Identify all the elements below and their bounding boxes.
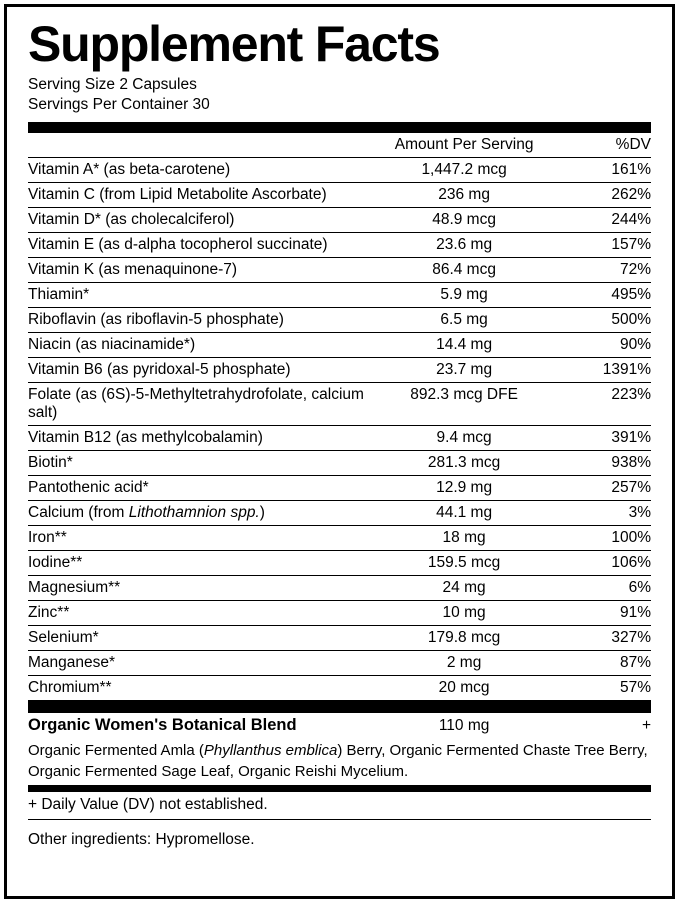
nutrient-name: Vitamin A* (as beta-carotene) xyxy=(28,158,377,183)
nutrient-amount: 6.5 mg xyxy=(377,308,551,333)
nutrient-amount: 44.1 mg xyxy=(377,501,551,526)
page-title: Supplement Facts xyxy=(28,16,440,72)
divider-thick-footnote xyxy=(28,785,651,792)
table-row xyxy=(28,676,651,701)
nutrient-dv: 57% xyxy=(551,676,651,701)
nutrient-dv: 161% xyxy=(551,158,651,183)
nutrient-name: Vitamin E (as d-alpha tocopherol succinate) xyxy=(28,233,377,258)
blend-dv: + xyxy=(641,717,651,735)
nutrient-name-text: Calcium (from xyxy=(28,504,129,522)
nutrient-amount: 179.8 mcg xyxy=(377,626,551,651)
nutrient-name: Magnesium** xyxy=(28,576,377,601)
nutrient-dv: 100% xyxy=(551,526,651,551)
table-row xyxy=(28,651,651,676)
table-row xyxy=(28,358,651,383)
blend-row xyxy=(28,713,651,738)
nutrient-dv: 72% xyxy=(551,258,651,283)
nutrient-dv: 500% xyxy=(551,308,651,333)
table-row xyxy=(28,551,651,576)
blend-amount: 110 mg xyxy=(438,717,490,735)
table-row xyxy=(28,451,651,476)
nutrient-name: Vitamin D* (as cholecalciferol) xyxy=(28,208,377,233)
nutrient-amount: 18 mg xyxy=(377,526,551,551)
table-row xyxy=(28,258,651,283)
nutrient-dv: 262% xyxy=(551,183,651,208)
nutrient-dv: 91% xyxy=(551,601,651,626)
nutrient-amount: 236 mg xyxy=(377,183,551,208)
nutrient-name xyxy=(28,501,377,526)
nutrient-name: Niacin (as niacinamide*) xyxy=(28,333,377,358)
panel-inner xyxy=(16,10,663,849)
divider-thick-blend xyxy=(28,700,651,713)
nutrient-dv: 244% xyxy=(551,208,651,233)
table-row xyxy=(28,183,651,208)
table-row xyxy=(28,626,651,651)
blend-description-row xyxy=(28,738,651,784)
nutrient-amount: 24 mg xyxy=(377,576,551,601)
table-row xyxy=(28,333,651,358)
nutrient-dv: 327% xyxy=(551,626,651,651)
nutrient-amount: 20 mcg xyxy=(377,676,551,701)
nutrient-name: Biotin* xyxy=(28,451,377,476)
nutrient-name: Vitamin B6 (as pyridoxal-5 phosphate) xyxy=(28,358,377,383)
nutrient-amount: 14.4 mg xyxy=(377,333,551,358)
nutrient-amount: 281.3 mcg xyxy=(377,451,551,476)
nutrition-table xyxy=(28,133,651,784)
nutrient-name-italic: Lithothamnion spp. xyxy=(128,504,260,522)
table-row xyxy=(28,208,651,233)
nutrient-dv: 157% xyxy=(551,233,651,258)
table-row xyxy=(28,576,651,601)
nutrient-name: Chromium** xyxy=(28,676,377,701)
nutrient-dv: 495% xyxy=(551,283,651,308)
nutrient-name: Vitamin C (from Lipid Metabolite Ascorbate) xyxy=(28,183,377,208)
blend-description xyxy=(28,738,651,784)
table-row xyxy=(28,601,651,626)
nutrient-name-tail: ) xyxy=(259,504,265,522)
nutrient-name: Folate (as (6S)-5-Methyltetrahydrofolate, calcium salt) xyxy=(28,383,377,426)
nutrient-amount: 1,447.2 mcg xyxy=(377,158,551,183)
nutrient-dv: 6% xyxy=(551,576,651,601)
nutrient-name: Selenium* xyxy=(28,626,377,651)
table-row xyxy=(28,476,651,501)
nutrient-dv: 257% xyxy=(551,476,651,501)
blend-description-part1: Organic Fermented Amla ( xyxy=(28,742,204,760)
table-row xyxy=(28,308,651,333)
nutrient-amount: 12.9 mg xyxy=(377,476,551,501)
header-percent-dv: %DV xyxy=(615,136,651,154)
nutrient-name: Thiamin* xyxy=(28,283,377,308)
nutrient-dv: 391% xyxy=(551,426,651,451)
daily-value-footnote: + Daily Value (DV) not established. xyxy=(28,795,268,813)
table-row xyxy=(28,501,651,526)
table-row xyxy=(28,233,651,258)
nutrient-amount: 892.3 mcg DFE xyxy=(377,383,551,426)
nutrient-amount: 5.9 mg xyxy=(377,283,551,308)
table-row xyxy=(28,158,651,183)
table-header-row xyxy=(28,133,651,158)
other-ingredients: Other ingredients: Hypromellose. xyxy=(28,830,255,848)
nutrient-name: Manganese* xyxy=(28,651,377,676)
nutrient-dv: 1391% xyxy=(551,358,651,383)
divider-thick-top xyxy=(28,122,651,133)
nutrient-amount: 10 mg xyxy=(377,601,551,626)
nutrient-amount: 86.4 mcg xyxy=(377,258,551,283)
nutrient-name: Iodine** xyxy=(28,551,377,576)
table-row xyxy=(28,283,651,308)
nutrient-dv: 106% xyxy=(551,551,651,576)
nutrient-dv: 90% xyxy=(551,333,651,358)
nutrient-amount: 48.9 mcg xyxy=(377,208,551,233)
nutrient-name: Pantothenic acid* xyxy=(28,476,377,501)
nutrient-amount: 23.7 mg xyxy=(377,358,551,383)
nutrient-dv: 223% xyxy=(551,383,651,426)
nutrient-name: Riboflavin (as riboflavin-5 phosphate) xyxy=(28,308,377,333)
table-row xyxy=(28,383,651,426)
table-row xyxy=(28,426,651,451)
nutrient-amount: 23.6 mg xyxy=(377,233,551,258)
nutrient-dv: 87% xyxy=(551,651,651,676)
nutrient-name: Vitamin K (as menaquinone-7) xyxy=(28,258,377,283)
blend-description-italic: Phyllanthus emblica xyxy=(203,742,338,760)
nutrient-name: Zinc** xyxy=(28,601,377,626)
nutrient-amount: 159.5 mcg xyxy=(377,551,551,576)
nutrient-name: Iron** xyxy=(28,526,377,551)
header-amount-per-serving: Amount Per Serving xyxy=(394,136,534,154)
header-nutrient xyxy=(28,133,377,158)
serving-size: Serving Size 2 Capsules xyxy=(28,75,197,93)
nutrient-name: Vitamin B12 (as methylcobalamin) xyxy=(28,426,377,451)
table-row xyxy=(28,526,651,551)
nutrient-amount: 2 mg xyxy=(377,651,551,676)
nutrient-amount: 9.4 mcg xyxy=(377,426,551,451)
blend-description-part2: ) Berry, Organic Fermented Chaste Tree Berry, Organic Fermented Sage Leaf, Organic Reishi Mycelium. xyxy=(28,742,648,780)
blend-name: Organic Women's Botanical Blend xyxy=(28,716,297,735)
servings-per-container: Servings Per Container 30 xyxy=(28,95,210,113)
nutrient-dv: 3% xyxy=(551,501,651,526)
nutrient-dv: 938% xyxy=(551,451,651,476)
